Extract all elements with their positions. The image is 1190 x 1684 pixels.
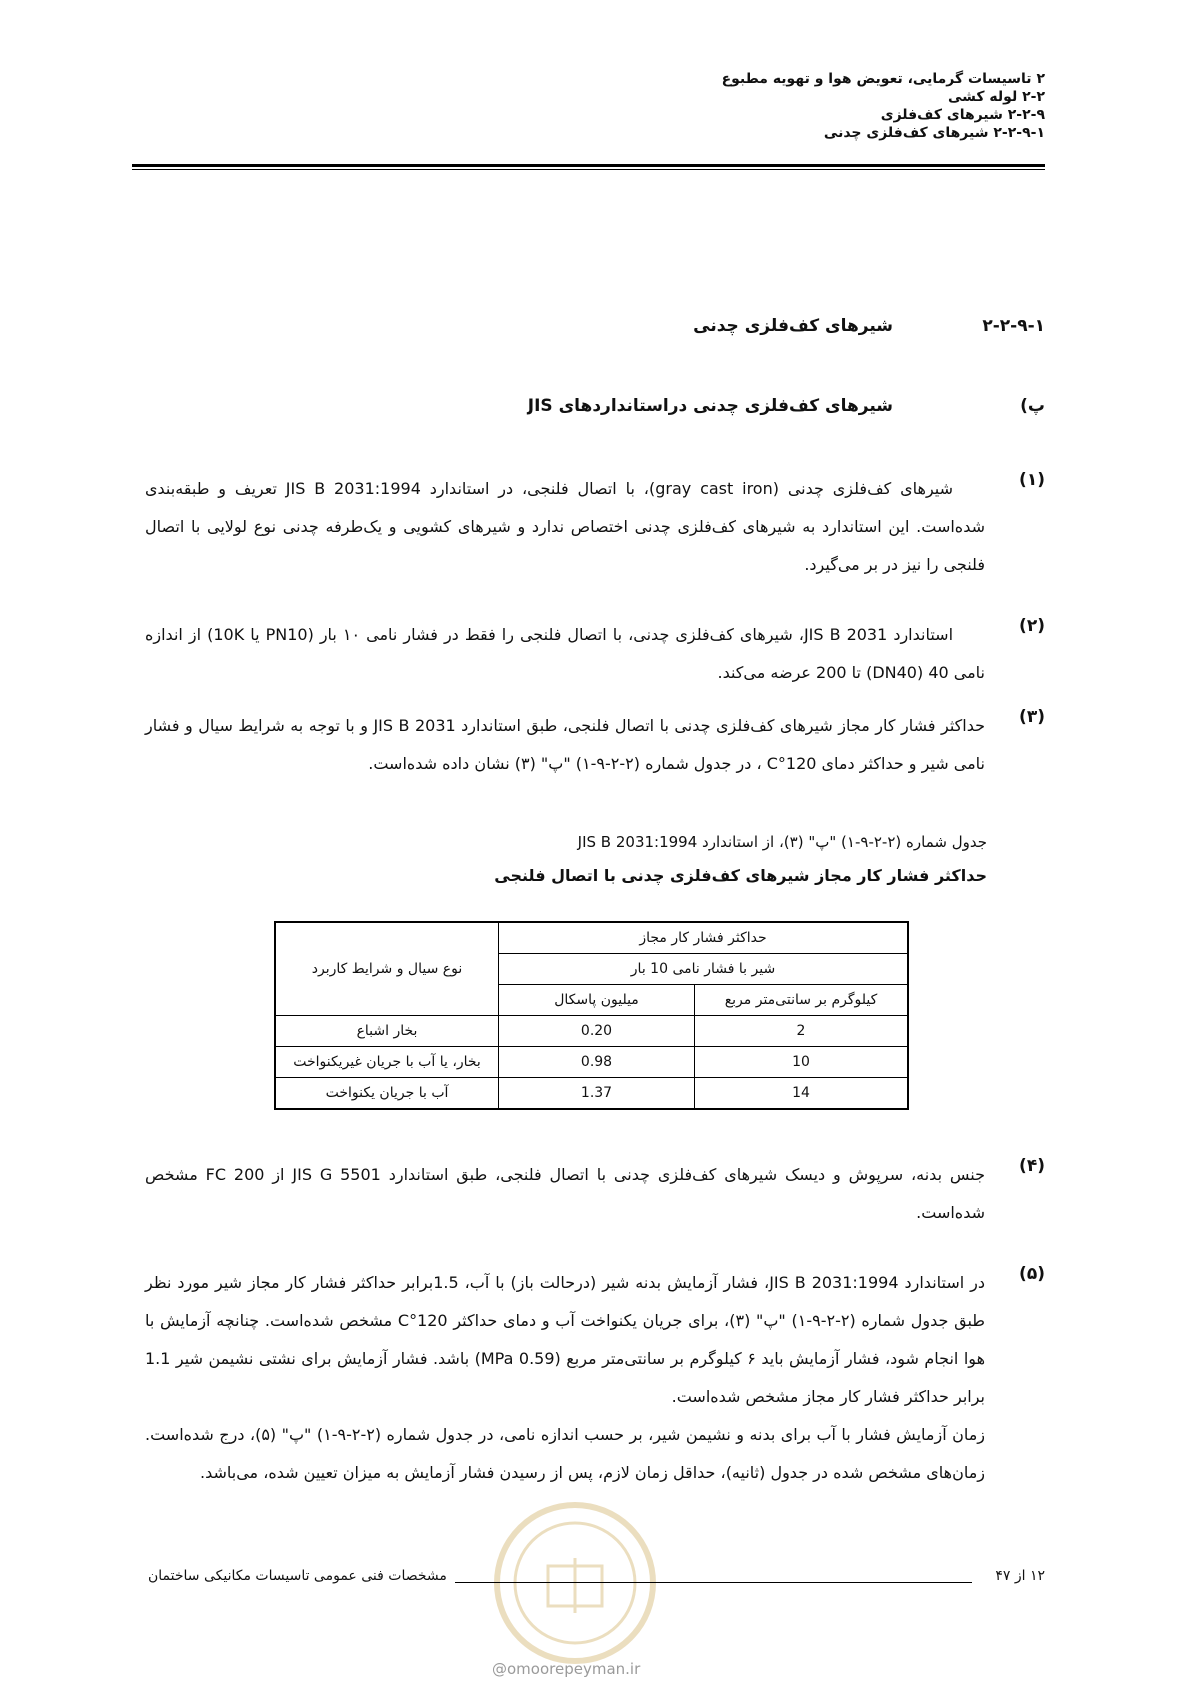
cell-mpa: 0.20 <box>499 1016 695 1047</box>
subsection-letter: پ) <box>1020 396 1045 416</box>
page-number: ۱۲ از ۴۷ <box>995 1568 1045 1584</box>
paragraph-text: استاندارد JIS B 2031، شیرهای کف‌فلزی چدنی، با اتصال فلنجی را فقط در فشار نامی ۱۰ بار (PN10 یا 10K) از اندازه نامی 40 (DN40) تا 200 عرضه می‌کند. <box>145 625 985 682</box>
header-line-2: ۲-۲ لوله کشی <box>948 89 1045 105</box>
pressure-table <box>274 921 909 1110</box>
paragraph-number: (۱) <box>1019 470 1045 490</box>
subsection-heading <box>145 396 1045 426</box>
cell-fluid: بخار، یا آب با جریان غیریکنواخت <box>275 1047 499 1078</box>
header-divider-thin <box>132 169 1045 170</box>
table-row <box>275 1047 908 1078</box>
paragraph-text-part-2: زمان آزمایش فشار با آب برای بدنه و نشیمن شیر، بر حسب اندازه نامی، در جدول شماره (۲-۲-۹-۱) "پ" (۵)، درج شده‌است. زمان‌های مشخص شده در جدول (ثانیه)، حداقل زمان لازم، پس از رسیدن فشار آزمایش به میزان تعیین شده، می‌باشد. <box>145 1425 986 1482</box>
table-title: حداکثر فشار کار مجاز شیرهای کف‌فلزی چدنی با اتصال فلنجی <box>494 866 987 885</box>
paragraph-number: (۴) <box>1019 1156 1045 1176</box>
header-line-3: ۲-۲-۹ شیرهای کف‌فلزی <box>880 107 1045 123</box>
footer-title: مشخصات فنی عمومی تاسیسات مکانیکی ساختمان <box>148 1568 447 1584</box>
cell-kg: 14 <box>695 1078 909 1110</box>
paragraph-text: حداکثر فشار کار مجاز شیرهای کف‌فلزی چدنی با اتصال فلنجی، طبق استاندارد JIS B 2031 و با توجه به شرایط سیال و فشار نامی شیر و حداکثر دمای 120°C ، در جدول شماره (۲-۲-۹-۱) "پ" (۳) نشان داده شده‌است. <box>145 716 986 773</box>
paragraph-4 <box>145 1156 1045 1232</box>
cell-kg: 10 <box>695 1047 909 1078</box>
footer-divider <box>455 1582 972 1583</box>
table-row <box>275 1016 908 1047</box>
paragraph-text: جنس بدنه، سرپوش و دیسک شیرهای کف‌فلزی چدنی با اتصال فلنجی، طبق استاندارد JIS G 5501 از FC 200 مشخص شده‌است. <box>145 1165 986 1222</box>
paragraph-2 <box>145 616 1045 692</box>
paragraph-text-part-1: در استاندارد JIS B 2031:1994، فشار آزمایش بدنه شیر (درحالت باز) با آب، 1.5برابر حداکثر فشار کار مجاز شیر مورد نظر طبق جدول شماره (۲-۲-۹-۱) "پ" (۳)، برای جریان یکنواخت آب و دمای حداکثر 120°C مشخص شده‌است. چنانچه آزمایش با هوا انجام شود، فشار آزمایش باید ۶ کیلوگرم بر سانتی‌متر مربع (0.59 MPa) باشد. فشار آزمایش برای نشتی نشیمن شیر 1.1 برابر حداکثر فشار کار مجاز مشخص شده‌است. <box>145 1273 986 1406</box>
paragraph-3 <box>145 707 1045 783</box>
paragraph-text <box>145 1264 985 1492</box>
cell-mpa: 1.37 <box>499 1078 695 1110</box>
paragraph-number: (۲) <box>1019 616 1045 636</box>
running-header <box>722 70 1045 142</box>
paragraph-text: شیرهای کف‌فلزی چدنی (gray cast iron)، با اتصال فلنجی، در استاندارد JIS B 2031:1994 تعریف و طبقه‌بندی شده‌است. این استاندارد به شیرهای کف‌فلزی چدنی اختصاص ندارد و شیرهای کشویی و یک‌طرفه چدنی نوع لولایی با اتصال فلنجی را نیز در بر می‌گیرد. <box>145 479 985 574</box>
section-heading <box>145 316 1045 346</box>
cell-fluid: آب با جریان یکنواخت <box>275 1078 499 1110</box>
paragraph-number: (۵) <box>1019 1264 1045 1284</box>
head-kg-cm2: کیلوگرم بر سانتی‌متر مربع <box>695 985 909 1016</box>
header-divider <box>132 164 1045 167</box>
table-row <box>275 1078 908 1110</box>
head-mpa: میلیون پاسکال <box>499 985 695 1016</box>
paragraph-number: (۳) <box>1019 707 1045 727</box>
head-max-pressure: حداکثر فشار کار مجاز <box>499 922 909 954</box>
subsection-title: شیرهای کف‌فلزی چدنی دراستانداردهای JIS <box>527 396 893 416</box>
section-number: ۲-۲-۹-۱ <box>982 316 1045 336</box>
paragraph-1 <box>145 470 1045 584</box>
head-fluid: نوع سیال و شرایط کاربرد <box>275 922 499 1016</box>
table-header-row <box>275 922 908 954</box>
head-nominal-pressure: شیر با فشار نامی 10 بار <box>499 954 909 985</box>
seal-watermark-icon <box>470 1488 680 1668</box>
cell-kg: 2 <box>695 1016 909 1047</box>
header-line-4: ۲-۲-۹-۱ شیرهای کف‌فلزی چدنی <box>823 125 1045 141</box>
table-caption: جدول شماره (۲-۲-۹-۱) "پ" (۳)، از استاندارد JIS B 2031:1994 <box>577 833 987 851</box>
section-title: شیرهای کف‌فلزی چدنی <box>693 316 893 336</box>
site-watermark: @omoorepeyman.ir <box>492 1660 641 1678</box>
header-line-1: ۲ تاسیسات گرمایی، تعویض هوا و تهویه مطبوع <box>721 71 1045 87</box>
cell-fluid: بخار اشباع <box>275 1016 499 1047</box>
cell-mpa: 0.98 <box>499 1047 695 1078</box>
